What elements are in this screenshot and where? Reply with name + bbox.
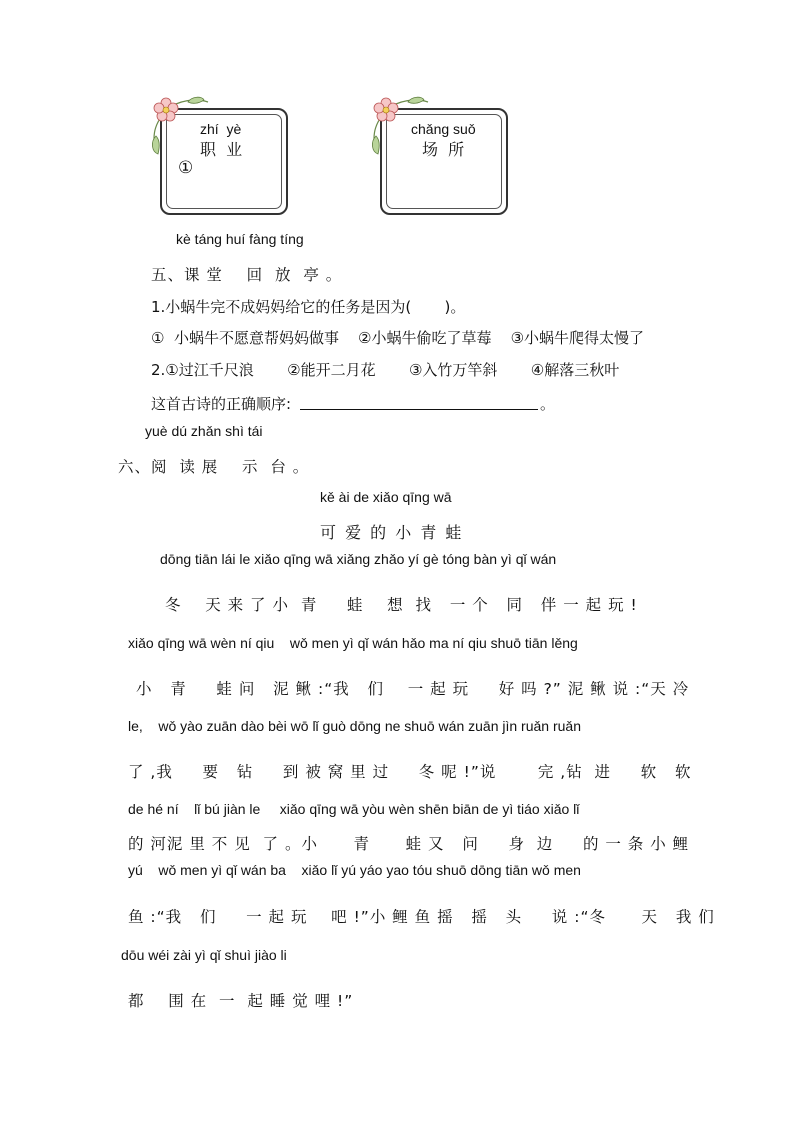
- section5-heading: 五、课 堂 回 放 亭 。: [151, 266, 343, 284]
- story-line-pinyin: le, wǒ yào zuān dào bèi wō lǐ guò dōng ne shuō wán zuān jìn ruǎn ruǎn: [128, 718, 581, 734]
- story-line-text: 的 河泥 里 不 见 了 。小 青 蛙 又 问 身 边 的 一 条 小 鲤: [128, 835, 690, 853]
- card-label: 职 业: [200, 140, 243, 159]
- story-line-pinyin: dōng tiān lái le xiǎo qīng wā xiǎng zhǎo yí gè tóng bàn yì qǐ wán: [160, 551, 557, 567]
- story-line-text: 都 围 在 一 起 睡 觉 哩 !”: [128, 992, 354, 1010]
- card-marker: ①: [178, 158, 194, 178]
- card-pinyin: chǎng suǒ: [411, 121, 476, 137]
- story-title: 可 爱 的 小 青 蛙: [320, 523, 464, 542]
- section6-pinyin: yuè dú zhǎn shì tái: [145, 423, 263, 439]
- card-pinyin: zhí yè: [200, 121, 242, 137]
- story-title-pinyin: kě ài de xiǎo qīng wā: [320, 489, 452, 505]
- question-2-lines: 2.①过江千尺浪 ②能开二月花 ③入竹万竿斜 ④解落三秋叶: [151, 361, 620, 379]
- section6-heading: 六、阅 读 展 示 台 。: [118, 458, 310, 476]
- story-line-pinyin: dōu wéi zài yì qǐ shuì jiào li: [121, 947, 287, 963]
- story-line-pinyin: xiǎo qīng wā wèn ní qiu wǒ men yì qǐ wán hǎo ma ní qiu shuō tiān lěng: [128, 635, 578, 651]
- story-line-text: 鱼 :“我 们 一 起 玩 吧 !”小 鲤 鱼 摇 摇 头 说 :“冬 天 我 们: [128, 908, 715, 926]
- question-2-prompt: 这首古诗的正确顺序:: [151, 395, 292, 413]
- card-label: 场 所: [422, 140, 465, 159]
- section5-pinyin: kè táng huí fàng tíng: [176, 231, 304, 247]
- story-line-pinyin: yú wǒ men yì qǐ wán ba xiǎo lǐ yú yáo yao tóu shuō dōng tiān wǒ men: [128, 862, 581, 878]
- story-line-text: 冬 天 来 了 小 青 蛙 想 找 一 个 同 伴 一 起 玩 !: [165, 596, 638, 614]
- story-line-pinyin: de hé ní lǐ bú jiàn le xiǎo qīng wā yòu wèn shēn biān de yì tiáo xiǎo lǐ: [128, 801, 580, 817]
- story-line-text: 了 ,我 要 钻 到 被 窝 里 过 冬 呢 !”说 完 ,钻 进 软 软: [128, 763, 692, 781]
- story-line-text: 小 青 蛙 问 泥 鳅 :“我 们 一 起 玩 好 吗 ?” 泥 鳅 说 :“天 冷: [136, 680, 690, 698]
- question-1: 1.小蜗牛完不成妈妈给它的任务是因为( )。: [151, 298, 466, 316]
- question-1-options: ① 小蜗牛不愿意帮妈妈做事 ②小蜗牛偷吃了草莓 ③小蜗牛爬得太慢了: [151, 329, 645, 347]
- question-2-end: 。: [540, 395, 556, 413]
- answer-blank[interactable]: [300, 409, 538, 410]
